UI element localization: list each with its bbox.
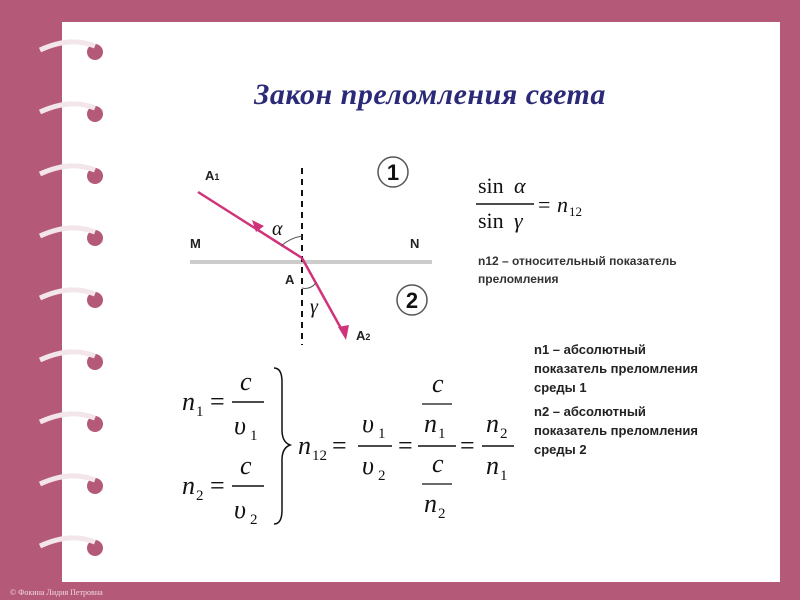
eq-n2-v: υ [234, 495, 246, 524]
label-m: M [190, 236, 201, 251]
binding-ring [40, 42, 103, 60]
eq-final-n2-sub: 2 [500, 426, 508, 442]
refraction-diagram [180, 150, 470, 360]
sine-ratio-formula [470, 168, 600, 248]
eq-n1-sub: 1 [196, 404, 204, 420]
eq-v1-sub: 1 [378, 426, 386, 442]
eq-n2-n: n [182, 471, 195, 500]
eq-c-top: c [432, 369, 444, 398]
eq-v1: υ [362, 409, 374, 438]
eq-n1-n: n [182, 387, 195, 416]
eq-n1-c: c [240, 367, 252, 396]
eq-n12-n: n [298, 431, 311, 460]
formula-alpha: α [514, 173, 526, 198]
eq-n1-equals: = [210, 387, 225, 416]
note-n2: n2 – абсолютный показатель преломления среды 2 [534, 404, 698, 457]
eq-n12-equals-2: = [398, 431, 413, 460]
eq-n12-equals-1: = [332, 431, 347, 460]
refracted-ray-arrow [338, 325, 349, 340]
curly-brace [274, 368, 290, 524]
formula-equals: = [538, 192, 551, 217]
binding-ring [40, 352, 103, 370]
eq-final-n1-sub: 1 [500, 468, 508, 484]
eq-n2-v-sub: 2 [250, 512, 258, 528]
eq-n1-v-sub: 1 [250, 428, 258, 444]
angle-alpha-arc [281, 236, 302, 246]
note-n12: n12 – относительный показатель преломления [478, 254, 677, 286]
eq-final-n1: n [486, 451, 499, 480]
label-n: N [410, 236, 420, 251]
label-a2 [356, 328, 370, 343]
label-a2-letter: A [356, 328, 366, 343]
eq-v2-sub: 2 [378, 468, 386, 484]
eq-n2-c: c [240, 451, 252, 480]
eq-final-n2: n [486, 409, 499, 438]
eq-n2-sub: 2 [196, 488, 204, 504]
angle-gamma-label: γ [310, 296, 318, 318]
binding-ring [40, 476, 103, 494]
angle-gamma-arc [302, 283, 316, 288]
eq-n2-den-sub: 2 [438, 506, 446, 522]
medium-1-label: 1 [386, 160, 400, 185]
eq-n1-den-sub: 1 [438, 426, 446, 442]
formula-n-sub: 12 [569, 204, 582, 219]
angle-alpha-label: α [272, 218, 283, 240]
binding-ring [40, 166, 103, 184]
ring-wire [40, 352, 95, 360]
label-a: A [285, 272, 295, 287]
eq-n2-equals: = [210, 471, 225, 500]
eq-n1-v: υ [234, 411, 246, 440]
medium-2-label: 2 [405, 288, 419, 313]
binding-ring [40, 538, 103, 556]
label-a2-sub: 2 [365, 332, 371, 342]
eq-n1-den: n [424, 409, 437, 438]
refracted-ray [302, 258, 343, 332]
formula-n: n [557, 192, 568, 217]
label-a1-sub: 1 [214, 172, 220, 182]
note-n1: n1 – абсолютный показатель преломления среды 1 [534, 342, 698, 395]
ring-wire [40, 290, 95, 298]
ring-wire [40, 476, 95, 484]
incident-ray [198, 192, 302, 258]
eq-n2-den: n [424, 489, 437, 518]
copyright-text: © Фокина Лидия Петровна [10, 588, 103, 597]
ring-wire [40, 414, 95, 422]
eq-n12-sub: 12 [312, 448, 327, 464]
eq-c-bottom: c [432, 449, 444, 478]
eq-n12-equals-3: = [460, 431, 475, 460]
eq-v2: υ [362, 451, 374, 480]
formula-sin-bottom: sin [478, 208, 504, 233]
binding-ring [40, 414, 103, 432]
binding-ring [40, 290, 103, 308]
label-a1 [205, 168, 219, 183]
formula-gamma: γ [514, 208, 523, 233]
ring-wire [40, 42, 95, 50]
formula-sin-top: sin [478, 173, 504, 198]
ring-wire [40, 166, 95, 174]
ring-wire [40, 538, 95, 546]
slide-title: Закон преломления света [254, 78, 606, 111]
ring-wire [40, 228, 95, 236]
binding-ring [40, 228, 103, 246]
label-a1-letter: A [205, 168, 215, 183]
refractive-index-formulas [176, 360, 536, 530]
